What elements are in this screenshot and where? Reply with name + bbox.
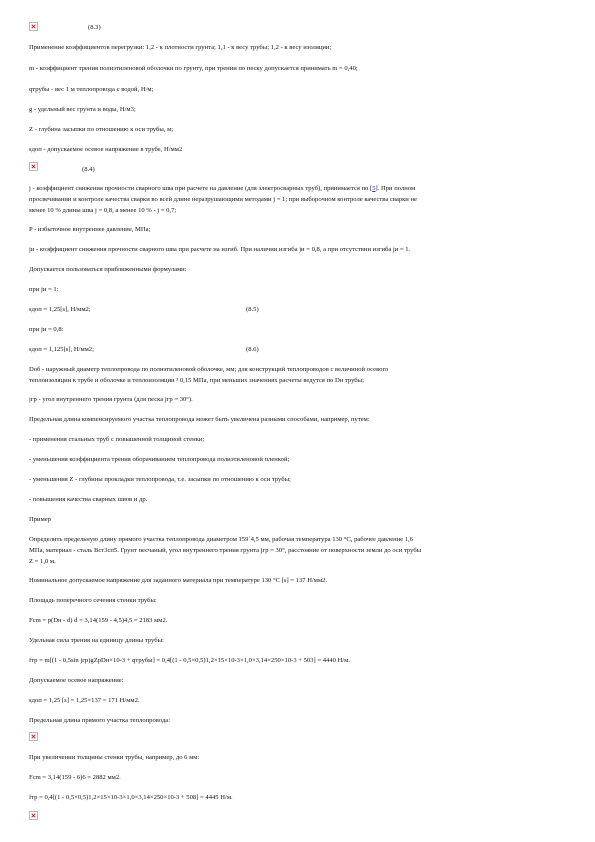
- formula-line: fтр = m[(1 - 0,5sin jгр)gZpDн×10-3 + qтрубы] = 0,4[(1 - 0,5×0,5)1,2×15×10-3×1,0×3,14×250×10-3 + 503] = 4440 Н/м.: [29, 657, 350, 664]
- broken-image-icon: [29, 162, 38, 171]
- formula-line: Fcm = p(Dн - d) d = 3,14(159 - 4,5)4,5 = 2183 мм2.: [29, 617, 168, 624]
- text-line: теплоизоляции к трубе и оболочке и теплоизоляции ³ 0,15 МПа, при меньших значениях расчеты ведутся по Dн трубы;: [29, 377, 364, 384]
- formula-line: sдоп = 1,25[s], Н/мм2;: [29, 306, 91, 313]
- list-item: - применения стальных труб с повышенной толщиной стенки;: [29, 436, 205, 443]
- text-line: просвечивании и контроле качества сварки во всей длине неразрушающими методами j = 1; при выборочном контроле качества сварки не: [29, 196, 417, 203]
- text-line: P - избыточное внутреннее давление, МПа;: [29, 226, 151, 233]
- broken-image-icon: [29, 732, 38, 741]
- formula-line: sдоп = 1,25 [s] = 1,25×137 = 171 Н/мм2.: [29, 697, 140, 704]
- text-line: Допускаемое осевое напряжение:: [29, 677, 124, 684]
- list-item: - уменьшения коэффициента трения оборачиванием теплопровода полиэтиленовой пленкой;: [29, 456, 290, 463]
- text-line: Применение коэффициентов перегрузки: 1,2 - к плотности грунта; 1,1 - к весу трубы; 1,2 - к весу изоляции;: [29, 44, 332, 51]
- text-line: Удельная сила трения на единицу длины трубы:: [29, 637, 164, 644]
- text-line: jгр - угол внутреннего трения грунта (для песка jгр = 30°).: [29, 396, 193, 403]
- text-line: sдоп - допускаемое осевое напряжение в трубе, Н/мм2: [29, 146, 183, 153]
- text-line: Предельная длина прямого участка теплопровода:: [29, 717, 171, 724]
- list-item: - повышения качества сварных швов и др.: [29, 496, 148, 503]
- text-line: Площадь поперечного сечения стенки трубы:: [29, 597, 157, 604]
- text-line: Определить предельную длину прямого участка теплопровода диаметром 159´4,5 мм, рабочая температура 130 °С, рабочее давление 1,6: [29, 536, 414, 543]
- equation-number: (8.3): [88, 24, 101, 31]
- text-line: Z - глубина засыпки по отношению к оси трубы, м;: [29, 126, 174, 133]
- broken-image-icon: [29, 22, 38, 31]
- text-line: при jи = 1:: [29, 286, 59, 293]
- formula-line: fтр = 0,4[(1 - 0,5×0,5)1,2×15×10-3×1,0×3,14×250×10-3 + 508] = 4445 Н/м.: [29, 794, 233, 801]
- text-line: МПа, материал - сталь Вст3сп5. Грунт песчаный, угол внутреннего трения грунта jгр = 30°, расстояние от поверхности земли до оси трубы: [29, 547, 422, 554]
- list-item: - уменьшения Z - глубины прокладки теплопровода, т.е. засыпки по отношению к оси трубы;: [29, 476, 291, 483]
- reference-link[interactable]: 5: [372, 185, 376, 192]
- text-line: Dоб - наружный диаметр теплопровода по полиэтиленовой оболочке, мм; для конструкций теплопроводов с величиной осевого: [29, 366, 389, 373]
- text-line: при jи = 0,8:: [29, 326, 64, 333]
- text-line: Номинальное допускаемое напряжение для заданного материала при температуре 130 °С [s] = 137 Н/мм2.: [29, 577, 328, 584]
- text-line: При увеличении толщины стенки трубы, например, до 6 мм:: [29, 754, 200, 761]
- text-line: Z = 1,0 м.: [29, 558, 56, 565]
- equation-number: (8.4): [82, 166, 95, 173]
- broken-image-icon: [29, 811, 38, 820]
- equation-number: (8.5): [246, 306, 259, 313]
- text-line: m - коэффициент трения полиэтиленовой оболочки по грунту, при трении по песку допускается принимать m = 0,40;: [29, 65, 358, 72]
- section-heading: Пример: [29, 516, 51, 523]
- text-line: менее 10 % длины шва j = 0,8, а менее 10 % - j = 0,7;: [29, 207, 177, 214]
- text-line: Допускается пользоваться приближенными формулами:: [29, 266, 187, 273]
- equation-number: (8.6): [246, 346, 259, 353]
- text-line: qтрубы - вес 1 м теплопровода с водой, Н/м;: [29, 86, 154, 93]
- formula-line: Fcm = 3,14(159 - 6)6 = 2882 мм2.: [29, 774, 121, 781]
- text-line: jи - коэффициент снижения прочности сварного шва при расчете на изгиб. При наличии изгиба jи = 0,8, а при отсутствии изгиба jи = 1.: [29, 246, 411, 253]
- formula-line: sдоп = 1,125[s], Н/мм2;: [29, 346, 94, 353]
- text-line: g - удельный вес грунта и воды, Н/м3;: [29, 106, 136, 113]
- text-line: j - коэффициент снижения прочности сварного шва при расчете на давление (для электросварных труб), принимается по [5]. При полном: [29, 185, 416, 192]
- text-line: Предельная длина компенсируемого участка теплопровода может быть увеличена разными способами, например, путем:: [29, 416, 370, 423]
